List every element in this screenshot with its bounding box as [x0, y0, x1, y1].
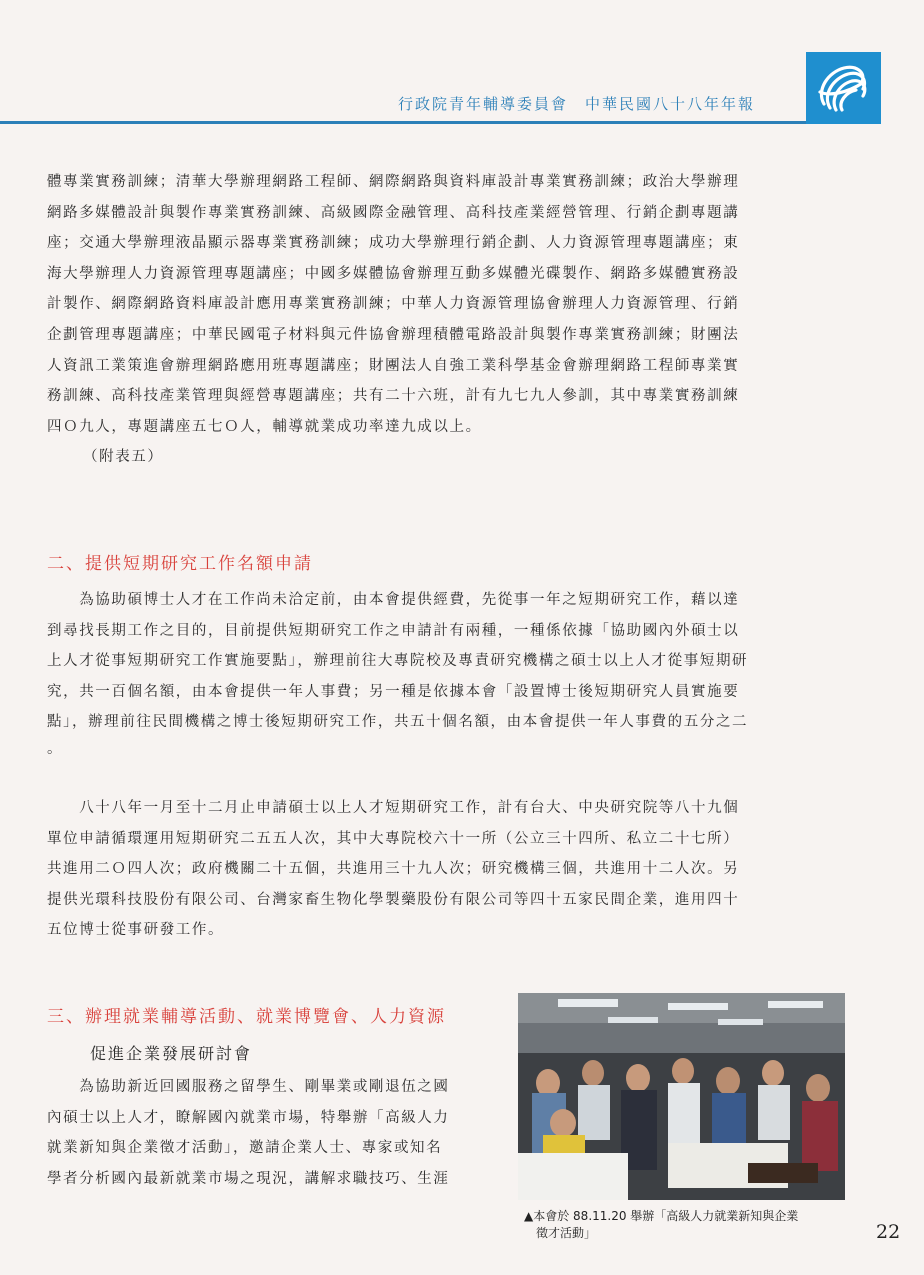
text-line: 海大學辦理人力資源管理專題講座；中國多媒體協會辦理互動多媒體光碟製作、網路多媒體實務設: [47, 265, 740, 282]
section1-paragraph: [47, 167, 842, 473]
text-line: 座；交通大學辦理液晶顯示器專業實務訓練；成功大學辦理行銷企劃、人力資源管理專題講座；東: [47, 235, 740, 252]
text-line: 就業新知與企業徵才活動」，邀請企業人士、專家或知名: [47, 1140, 443, 1157]
logo-icon: [806, 52, 881, 124]
text-line: 網路多媒體設計與製作專業實務訓練、高級國際金融管理、高科技產業經營管理、行銷企劃專題講: [47, 204, 740, 221]
text-line: 八十八年一月至十二月止申請碩士以上人才短期研究工作，計有台大、中央研究院等八十九個: [47, 800, 740, 816]
section2-paragraph-1: [47, 585, 842, 760]
text-line: 四Ｏ九人，專題講座五七Ｏ人，輔導就業成功率達九成以上。: [47, 418, 482, 435]
text-line: 體專業實務訓練；清華大學辦理網路工程師、網際網路與資料庫設計專業實務訓練；政治大學辦理: [47, 174, 740, 190]
section3-heading: 三、辦理就業輔導活動、就業博覽會、人力資源: [47, 1007, 446, 1027]
section3-paragraph: [47, 1072, 507, 1194]
photo-caption: [524, 1208, 854, 1242]
text-line: 單位申請循環運用短期研究二五五人次，其中大專院校六十一所（公立三十四所、私立二十七所）: [47, 830, 740, 847]
section2-heading: 二、提供短期研究工作名額申請: [47, 554, 313, 574]
text-line: 五位博士從事研發工作。: [47, 922, 225, 939]
section2-paragraph-2: [47, 793, 842, 946]
text-line: 到尋找長期工作之目的，目前提供短期研究工作之申請計有兩種，一種係依據「協助國內外碩士以: [47, 622, 740, 639]
text-line: 內碩士以上人才，瞭解國內就業市場，特舉辦「高級人力: [47, 1109, 450, 1126]
text-line: 提供光環科技股份有限公司、台灣家畜生物化學製藥股份有限公司等四十五家民間企業，進用四十: [47, 891, 740, 908]
text-line: 務訓練、高科技產業管理與經營專題講座；共有二十六班，計有九七九人參訓，其中專業實務訓練: [47, 388, 740, 405]
page-number: 22: [876, 1221, 901, 1243]
text-line: 上人才從事短期研究工作實施要點」，辦理前往大專院校及專責研究機構之碩士以上人才從事短期研: [47, 653, 749, 670]
text-line: 學者分析國內最新就業市場之現況，講解求職技巧、生涯: [47, 1170, 450, 1187]
text-line: 計製作、網際網路資料庫設計應用專業實務訓練；中華人力資源管理協會辦理人力資源管理、行銷: [47, 296, 740, 313]
text-line: 共進用二Ｏ四人次；政府機關二十五個，共進用三十九人次；研究機構三個，共進用十二人次。另: [47, 861, 740, 878]
text-line: 點」，辦理前往民間機構之博士後短期研究工作，共五十個名額，由本會提供一年人事費的五分之二: [47, 714, 749, 731]
text-line: 為協助碩博士人才在工作尚未洽定前，由本會提供經費，先從事一年之短期研究工作，藉以達: [47, 592, 740, 608]
text-line: 究，共一百個名額，由本會提供一年人事費；另一種是依據本會「設置博士後短期研究人員實施要: [47, 683, 740, 700]
text-line: 企劃管理專題講座；中華民國電子材料與元件協會辦理積體電路設計與製作專業實務訓練；財團法: [47, 326, 740, 343]
table-reference-note: （附表五）: [83, 449, 164, 466]
header-rule: [0, 121, 806, 124]
caption-line: 徵才活動」: [536, 1226, 597, 1240]
section3-subheading: 促進企業發展研討會: [90, 1044, 253, 1063]
report-header-title: 行政院青年輔導委員會 中華民國八十八年年報: [398, 95, 756, 113]
text-line: 為協助新近回國服務之留學生、剛畢業或剛退伍之國: [47, 1079, 450, 1095]
text-line: 。: [47, 740, 64, 757]
caption-line: ▲本會於 88.11.20 舉辦「高級人力就業新知與企業: [524, 1209, 799, 1223]
event-photo: [518, 993, 845, 1200]
text-line: 人資訊工業策進會辦理網路應用班專題講座；財團法人自強工業科學基金會辦理網路工程師專業實: [47, 357, 740, 374]
